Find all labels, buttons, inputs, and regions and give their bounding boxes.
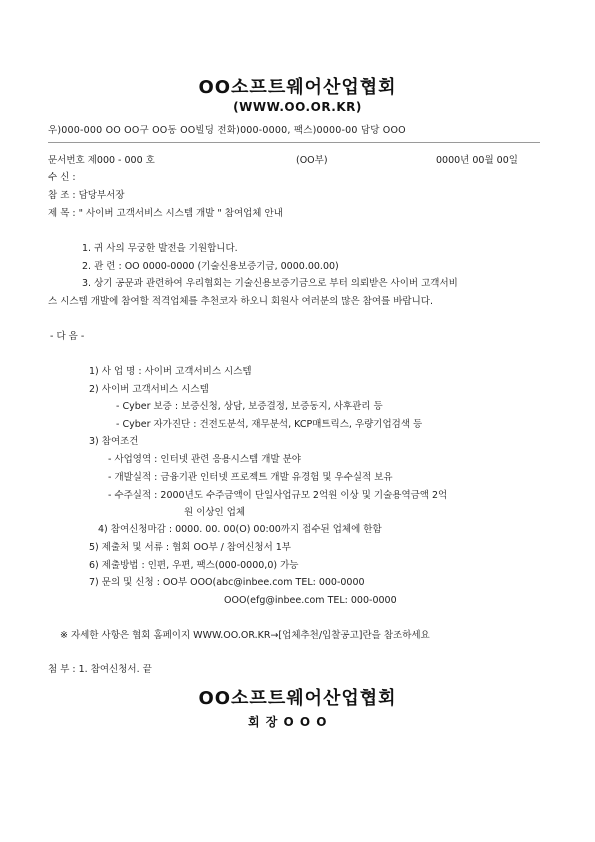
item-7: 7) 문의 및 신청 : OO부 OOO(abc@inbee.com TEL: 000-0000	[89, 577, 365, 588]
item-3: 3) 참여조건	[89, 436, 139, 447]
item-7b: OOO(efg@inbee.com TEL: 000-0000	[224, 595, 397, 606]
item-3c: - 수주실적 : 2000년도 수주금액이 단일사업규모 2억원 이상 및 기술용역금액 2억	[108, 490, 448, 501]
paragraph-1: 1. 귀 사의 무궁한 발전을 기원합니다.	[82, 243, 238, 254]
reference: 참 조 : 담당부서장	[48, 190, 125, 201]
recipient: 수 신 :	[48, 172, 76, 183]
paragraph-2: 2. 관 련 : OO 0000-0000 (기술신용보증기금, 0000.00.00)	[82, 261, 339, 272]
paragraph-3-line-1: 3. 상기 공문과 관련하여 우리협회는 기술신용보증기금으로 부터 의뢰받은 사이버 고객서비	[82, 278, 458, 289]
doc-date: 0000년 00월 00일	[436, 155, 518, 166]
details-heading: - 다 음 -	[50, 331, 85, 342]
item-3c-continued: 원 이상인 업체	[184, 507, 246, 518]
department: (OO부)	[296, 155, 328, 166]
org-title: OO소프트웨어산업협회	[198, 77, 397, 98]
item-2a: - Cyber 보증 : 보증신청, 상담, 보증결정, 보증동지, 사후관리 등	[116, 401, 383, 412]
item-5: 5) 제출처 및 서류 : 협회 OO부 / 참여신청서 1부	[89, 542, 291, 553]
item-1: 1) 사 업 명 : 사이버 고객서비스 시스템	[89, 366, 252, 377]
subject: 제 목 : " 사이버 고객서비스 시스템 개발 " 참여업체 안내	[48, 208, 283, 219]
header-divider	[48, 142, 540, 143]
item-3b: - 개발실적 : 금융기관 인터넷 프로젝트 개발 유경험 및 우수실적 보유	[108, 472, 393, 483]
item-2: 2) 사이버 고객서비스 시스템	[89, 384, 209, 395]
org-url: (WWW.OO.OR.KR)	[233, 100, 362, 114]
homepage-note: ※ 자세한 사항은 협회 홈페이지 WWW.OO.OR.KR→[업체추천/입찰공고]란을 참조하세요	[60, 630, 430, 641]
president-signature: 회 장 O O O	[248, 715, 328, 729]
item-4: 4) 참여신청마감 : 0000. 00. 00(O) 00:00까지 접수된 업체에 한함	[98, 524, 382, 535]
item-2b: - Cyber 자가진단 : 건전도분석, 재무분석, KCP매트릭스, 우량기업검색 등	[116, 419, 423, 430]
address-line: 우)000-000 OO OO구 OO동 OO빌딩 전화)000-0000, 팩스)0000-00 담당 OOO	[48, 125, 406, 136]
footer-org-name: OO소프트웨어산업협회	[198, 688, 397, 709]
item-3a: - 사업영역 : 인터넷 관련 응용시스템 개발 분야	[108, 454, 301, 465]
paragraph-3-line-2: 스 시스템 개발에 참여할 적격업체를 추천코자 하오니 회원사 여러분의 많은 참여를 바랍니다.	[48, 296, 433, 307]
attachment: 첨 부 : 1. 참여신청서. 끝	[48, 664, 152, 675]
doc-number: 문서번호 제000 - 000 호	[48, 155, 155, 166]
item-6: 6) 제출방법 : 인편, 우편, 팩스(000-0000,0) 가능	[89, 560, 299, 571]
